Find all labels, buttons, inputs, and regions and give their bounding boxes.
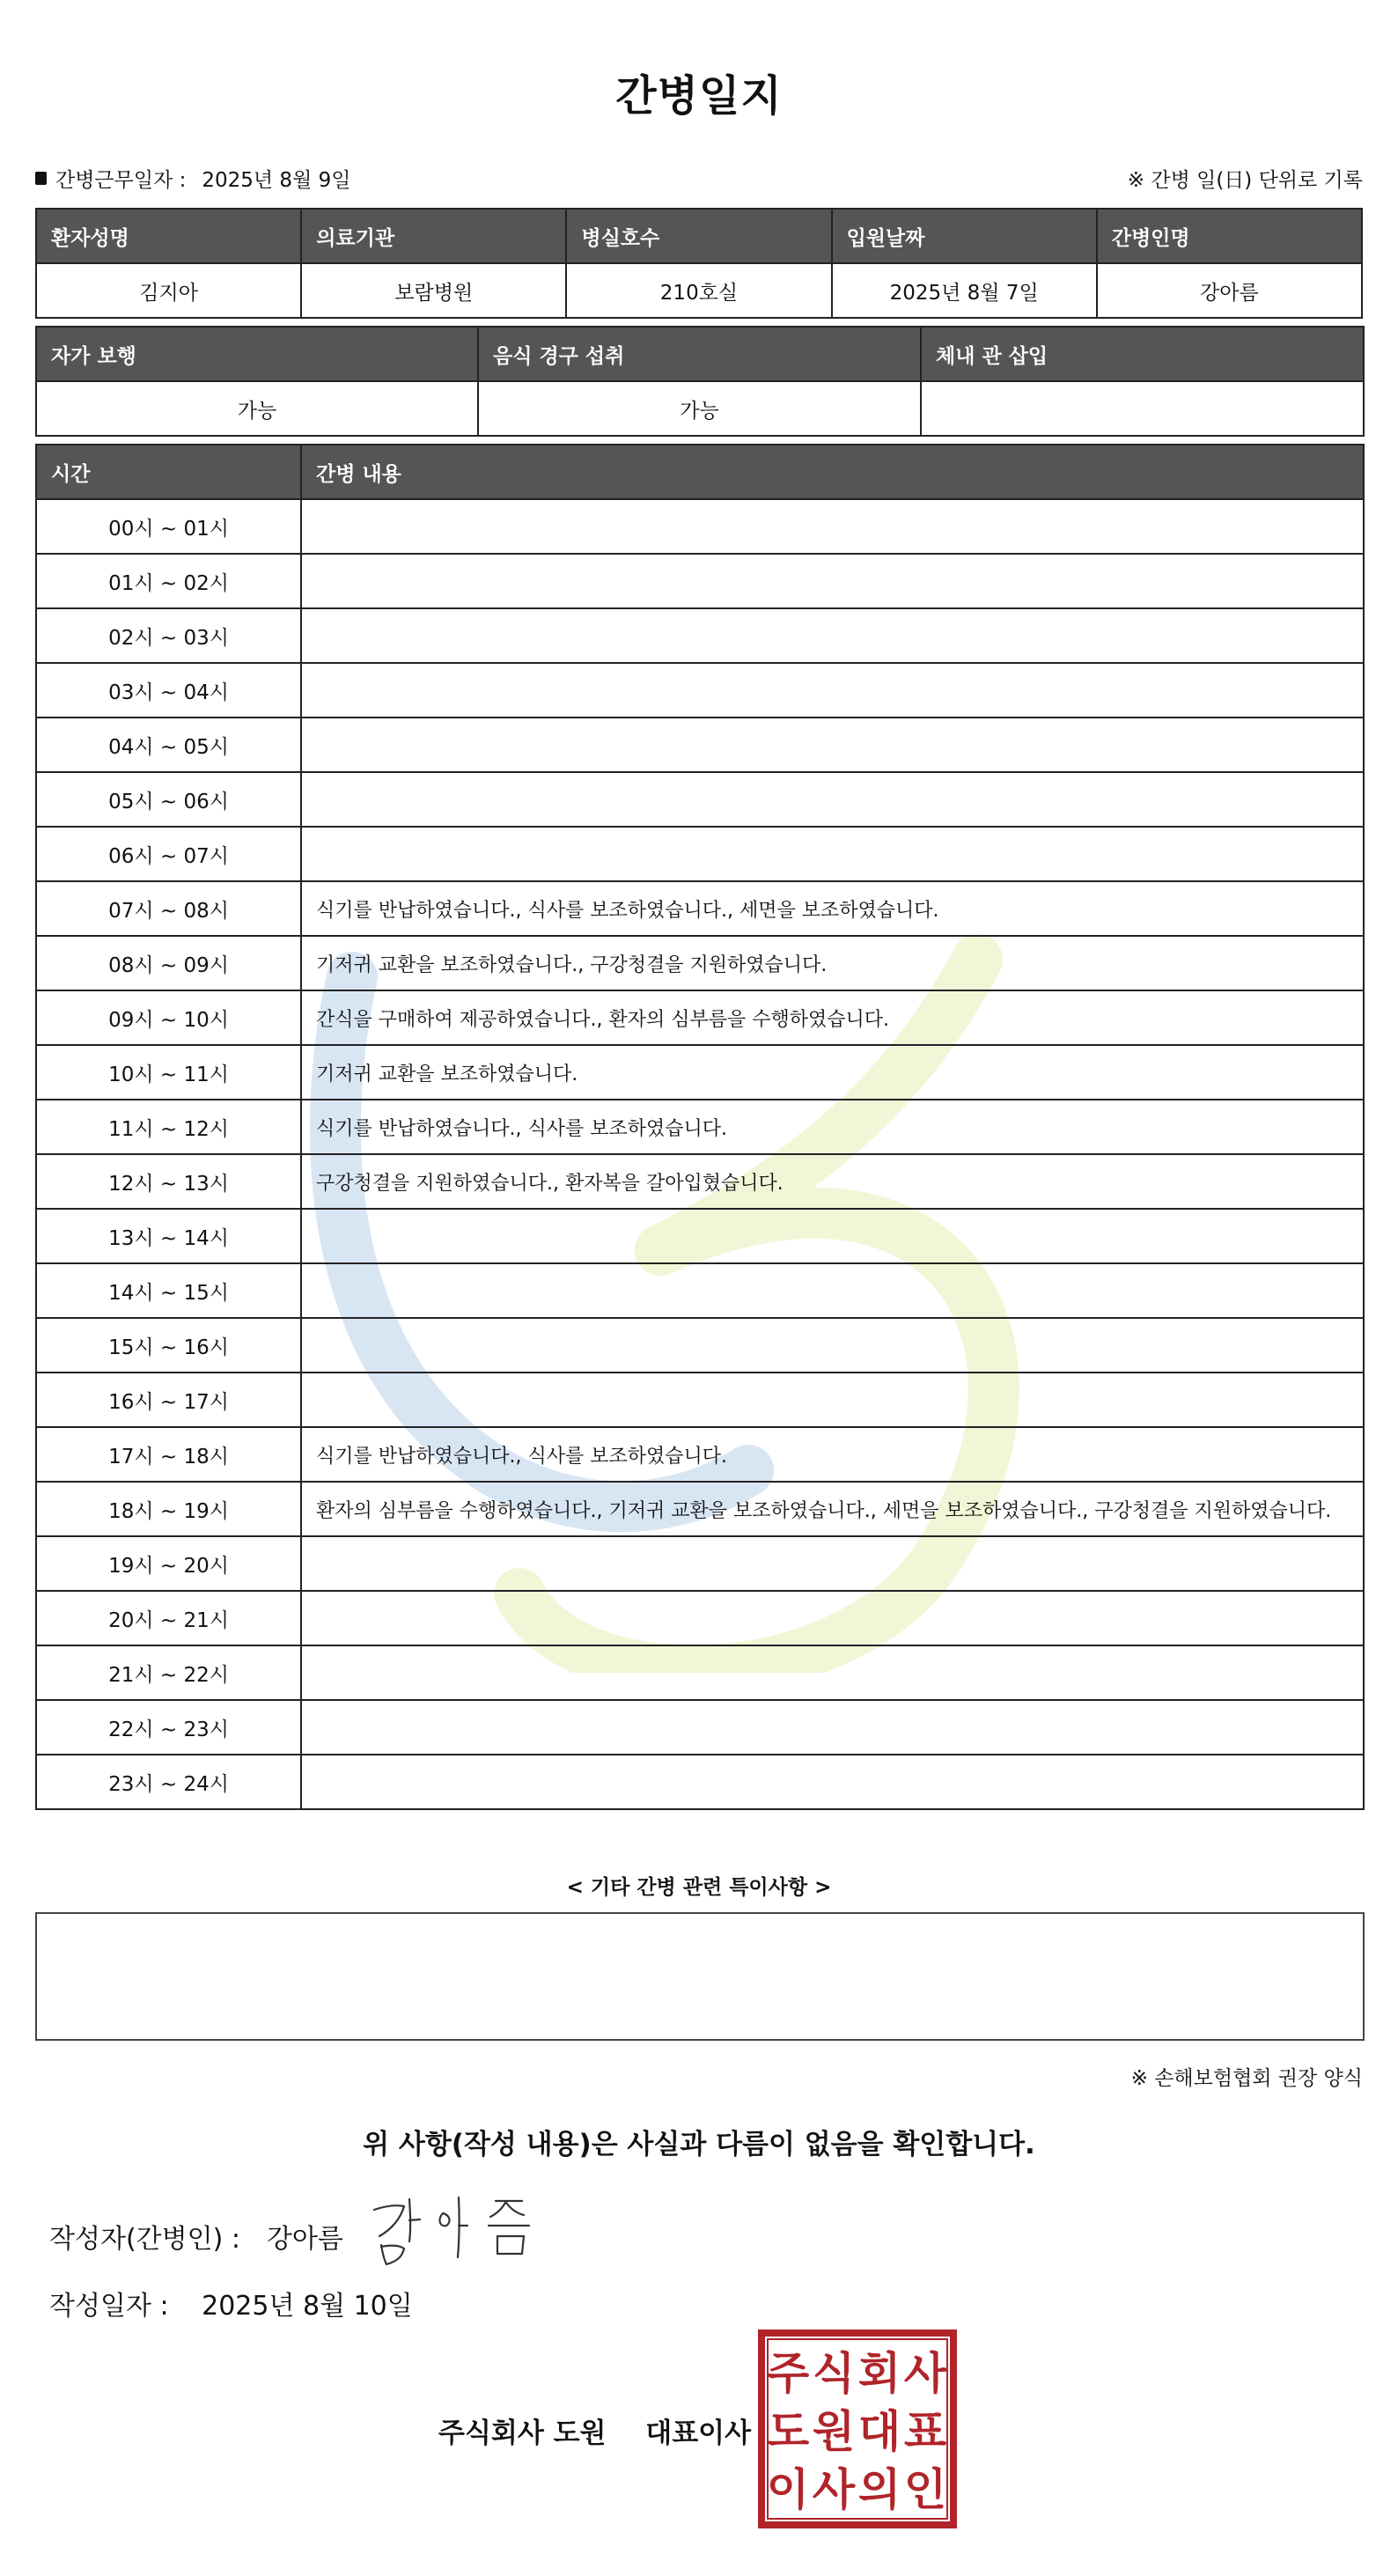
tube-insertion-value [921, 381, 1364, 436]
care-log-row [36, 718, 1364, 772]
time-slot: 04시 ~ 05시 [36, 718, 301, 772]
time-slot: 00시 ~ 01시 [36, 499, 301, 554]
care-log-row [36, 1263, 1364, 1318]
time-slot: 05시 ~ 06시 [36, 772, 301, 827]
written-date-value: 2025년 8월 10일 [202, 2291, 413, 2322]
care-log-row [36, 1755, 1364, 1809]
admission-date-header: 입원날짜 [832, 209, 1097, 263]
time-slot: 14시 ~ 15시 [36, 1263, 301, 1318]
care-content [301, 1536, 1364, 1591]
care-content [301, 1318, 1364, 1373]
seal-character: 표 [903, 2406, 947, 2457]
patient-name-header: 환자성명 [36, 209, 301, 263]
care-content: 환자의 심부름을 수행하였습니다., 기저귀 교환을 보조하였습니다., 세면을 보조하였습니다., 구강청결을 지원하였습니다. [301, 1482, 1364, 1536]
care-content: 간식을 구매하여 제공하였습니다., 환자의 심부름을 수행하였습니다. [301, 990, 1364, 1045]
square-bullet-icon [35, 172, 47, 185]
care-log-row [36, 772, 1364, 827]
time-slot: 21시 ~ 22시 [36, 1645, 301, 1700]
care-log-row [36, 936, 1364, 990]
room-number-header: 병실호수 [566, 209, 831, 263]
notes-title: < 기타 간병 관련 특이사항 > [566, 1876, 832, 1899]
patient-status-value-row [36, 381, 1364, 436]
seal-character: 의 [857, 2464, 901, 2515]
care-content: 구강청결을 지원하였습니다., 환자복을 갈아입혔습니다. [301, 1154, 1364, 1209]
care-log-row [36, 1154, 1364, 1209]
company-row [438, 2410, 751, 2450]
care-log-row [36, 663, 1364, 718]
writer-row [49, 2217, 343, 2256]
hospital-value: 보람병원 [301, 263, 566, 318]
time-slot: 18시 ~ 19시 [36, 1482, 301, 1536]
patient-status-table [35, 326, 1365, 437]
care-log-row [36, 1373, 1364, 1427]
patient-name-value: 김지아 [36, 263, 301, 318]
seal-character: 사 [812, 2464, 856, 2515]
care-log-row [36, 1427, 1364, 1482]
care-content [301, 1591, 1364, 1645]
time-slot: 07시 ~ 08시 [36, 881, 301, 936]
care-log-row [36, 1536, 1364, 1591]
ceo-title: 대표이사 [645, 2418, 752, 2449]
form-source-note: ※ 손해보험협회 권장 양식 [1130, 2067, 1363, 2090]
company-seal [757, 2329, 958, 2529]
seal-character: 인 [903, 2464, 947, 2515]
caregiver-name-value: 강아름 [1097, 263, 1362, 318]
care-log-row [36, 1045, 1364, 1100]
care-content [301, 1209, 1364, 1263]
written-date-row [49, 2284, 413, 2322]
care-log-row [36, 1591, 1364, 1645]
self-walking-header: 자가 보행 [36, 327, 478, 381]
room-number-value: 210호실 [566, 263, 831, 318]
care-log-row [36, 1645, 1364, 1700]
care-log-row [36, 990, 1364, 1045]
seal-character: 회 [857, 2348, 901, 2399]
seal-character: 도 [766, 2406, 810, 2457]
page-title: 간병일지 [615, 71, 783, 121]
care-content [301, 554, 1364, 608]
work-date-row [35, 164, 350, 193]
company-name: 주식회사 도원 [438, 2418, 607, 2449]
handwritten-signature [365, 2190, 541, 2270]
care-content: 기저귀 교환을 보조하였습니다. [301, 1045, 1364, 1100]
care-log-row [36, 1700, 1364, 1755]
time-slot: 06시 ~ 07시 [36, 827, 301, 881]
seal-character: 원 [812, 2406, 856, 2457]
care-content [301, 1645, 1364, 1700]
care-content: 기저귀 교환을 보조하였습니다., 구강청결을 지원하였습니다. [301, 936, 1364, 990]
care-log-row [36, 1100, 1364, 1154]
self-walking-value: 가능 [36, 381, 478, 436]
patient-status-header-row [36, 327, 1364, 381]
care-content [301, 718, 1364, 772]
care-content: 식기를 반납하였습니다., 식사를 보조하였습니다., 세면을 보조하였습니다. [301, 881, 1364, 936]
seal-character: 대 [857, 2406, 901, 2457]
time-slot: 12시 ~ 13시 [36, 1154, 301, 1209]
unit-note: ※ 간병 일(日) 단위로 기록 [1127, 169, 1363, 192]
care-log-row [36, 1318, 1364, 1373]
time-slot: 11시 ~ 12시 [36, 1100, 301, 1154]
care-content: 식기를 반납하였습니다., 식사를 보조하였습니다. [301, 1427, 1364, 1482]
care-log-row [36, 827, 1364, 881]
care-content [301, 1263, 1364, 1318]
care-log-row [36, 1482, 1364, 1536]
content-column-header: 간병 내용 [301, 445, 1364, 499]
patient-info-header-row [36, 209, 1362, 263]
time-slot: 03시 ~ 04시 [36, 663, 301, 718]
care-content [301, 663, 1364, 718]
care-log-header-row [36, 445, 1364, 499]
seal-character: 사 [903, 2348, 947, 2399]
seal-character: 식 [812, 2348, 856, 2399]
care-log-row [36, 608, 1364, 663]
care-content [301, 499, 1364, 554]
time-slot: 23시 ~ 24시 [36, 1755, 301, 1809]
care-content [301, 772, 1364, 827]
care-log-row [36, 554, 1364, 608]
time-slot: 13시 ~ 14시 [36, 1209, 301, 1263]
care-log-row [36, 1209, 1364, 1263]
time-slot: 17시 ~ 18시 [36, 1427, 301, 1482]
time-slot: 01시 ~ 02시 [36, 554, 301, 608]
oral-intake-value: 가능 [478, 381, 921, 436]
writer-label: 작성자(간병인) : [49, 2224, 240, 2255]
care-log-table [35, 444, 1365, 1810]
notes-box [35, 1912, 1365, 2041]
care-content [301, 1700, 1364, 1755]
time-slot: 15시 ~ 16시 [36, 1318, 301, 1373]
time-slot: 20시 ~ 21시 [36, 1591, 301, 1645]
tube-insertion-header: 체내 관 삽입 [921, 327, 1364, 381]
time-slot: 16시 ~ 17시 [36, 1373, 301, 1427]
time-slot: 19시 ~ 20시 [36, 1536, 301, 1591]
writer-name: 강아름 [266, 2224, 343, 2255]
care-content: 식기를 반납하였습니다., 식사를 보조하였습니다. [301, 1100, 1364, 1154]
care-log-row [36, 881, 1364, 936]
written-date-label: 작성일자 : [49, 2291, 169, 2322]
seal-character: 이 [766, 2464, 810, 2515]
patient-info-value-row [36, 263, 1362, 318]
care-content [301, 1755, 1364, 1809]
confirmation-statement: 위 사항(작성 내용)은 사실과 다름이 없음을 확인합니다. [363, 2129, 1035, 2160]
caregiver-name-header: 간병인명 [1097, 209, 1362, 263]
time-slot: 22시 ~ 23시 [36, 1700, 301, 1755]
time-slot: 10시 ~ 11시 [36, 1045, 301, 1100]
care-log-row [36, 499, 1364, 554]
time-slot: 08시 ~ 09시 [36, 936, 301, 990]
hospital-header: 의료기관 [301, 209, 566, 263]
time-slot: 02시 ~ 03시 [36, 608, 301, 663]
oral-intake-header: 음식 경구 섭취 [478, 327, 921, 381]
care-content [301, 827, 1364, 881]
work-date-label: 간병근무일자 : [55, 169, 187, 192]
time-slot: 09시 ~ 10시 [36, 990, 301, 1045]
care-content [301, 1373, 1364, 1427]
seal-character: 주 [766, 2348, 810, 2399]
care-content [301, 608, 1364, 663]
time-column-header: 시간 [36, 445, 301, 499]
patient-info-table [35, 208, 1363, 319]
admission-date-value: 2025년 8월 7일 [832, 263, 1097, 318]
work-date-value: 2025년 8월 9일 [202, 169, 351, 192]
